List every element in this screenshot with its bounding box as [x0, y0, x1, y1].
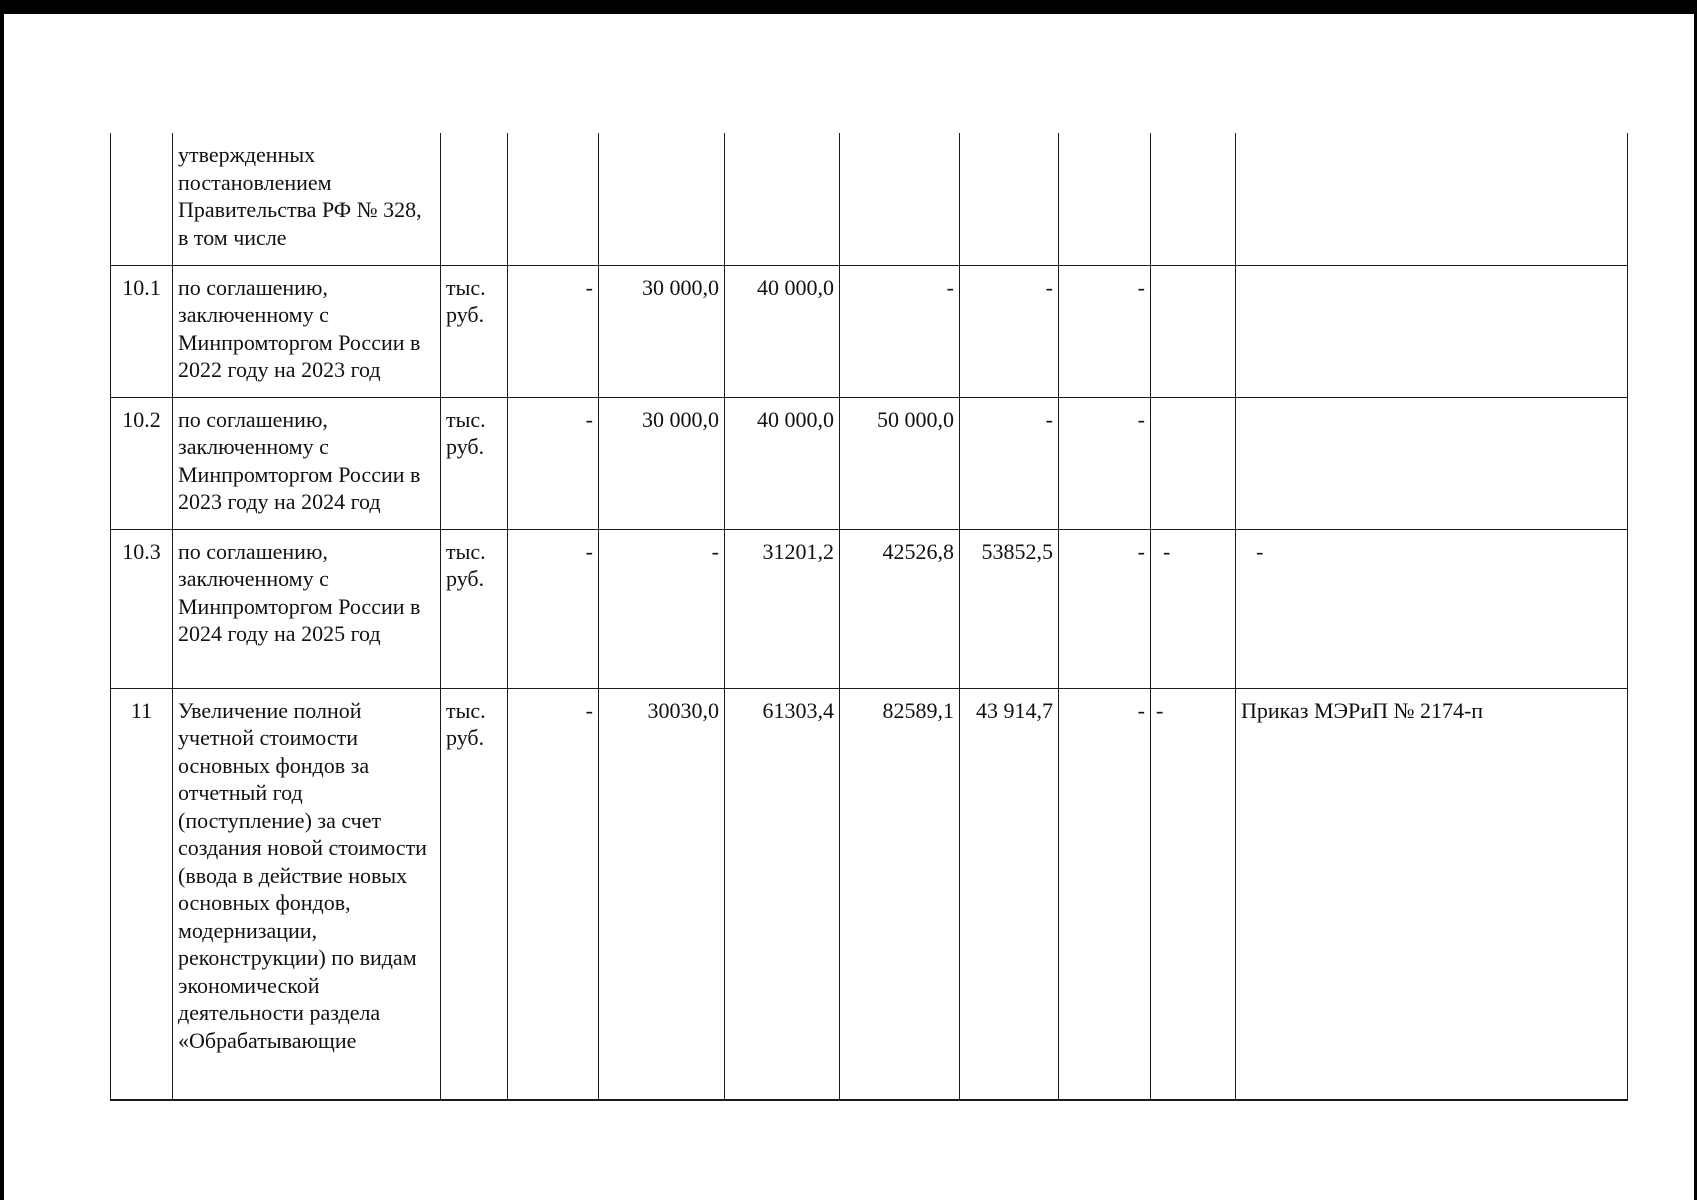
value-cell-2: 30 000,0 [599, 397, 725, 529]
row-number-cell [111, 133, 173, 265]
value-cell-5 [960, 133, 1059, 265]
value-cell-1: - [508, 529, 599, 688]
source-cell [1236, 397, 1628, 529]
value-cell-6: - [1059, 529, 1151, 688]
value-cell-3: 40 000,0 [725, 397, 840, 529]
value-cell-5: - [960, 397, 1059, 529]
indicators-table [110, 133, 1628, 1101]
table-row [111, 688, 1628, 1100]
value-cell-4: 82589,1 [840, 688, 960, 1100]
table-row [111, 265, 1628, 397]
value-cell-6: - [1059, 688, 1151, 1100]
row-number-cell: 11 [111, 688, 173, 1100]
value-cell-6: - [1059, 397, 1151, 529]
value-cell-4: 42526,8 [840, 529, 960, 688]
value-cell-1: - [508, 688, 599, 1100]
value-cell-1: - [508, 265, 599, 397]
source-cell [1236, 133, 1628, 265]
value-cell-5: 43 914,7 [960, 688, 1059, 1100]
value-cell-2: - [599, 529, 725, 688]
unit-cell [441, 133, 508, 265]
value-cell-7: - [1151, 688, 1236, 1100]
value-cell-7 [1151, 265, 1236, 397]
value-cell-1: - [508, 397, 599, 529]
value-cell-5: - [960, 265, 1059, 397]
source-cell: - [1236, 529, 1628, 688]
value-cell-3: 31201,2 [725, 529, 840, 688]
value-cell-4 [840, 133, 960, 265]
value-cell-7 [1151, 397, 1236, 529]
unit-cell: тыс. руб. [441, 397, 508, 529]
unit-cell: тыс. руб. [441, 688, 508, 1100]
value-cell-4: 50 000,0 [840, 397, 960, 529]
value-cell-7 [1151, 133, 1236, 265]
source-cell [1236, 265, 1628, 397]
indicator-name-cell: Увеличение полной учетной стоимости основных фондов за отчетный год (поступление) за счет создания новой стоимости (ввода в действие новых основных фондов, модернизации, реконструкции) по видам экономической деятельности раздела «Обрабатывающие [173, 688, 441, 1100]
row-number-cell: 10.2 [111, 397, 173, 529]
value-cell-6: - [1059, 265, 1151, 397]
value-cell-1 [508, 133, 599, 265]
indicator-name-cell: утвержденных постановлением Правительства РФ № 328, в том числе [173, 133, 441, 265]
value-cell-3 [725, 133, 840, 265]
scan-border-left [0, 0, 4, 1200]
value-cell-2 [599, 133, 725, 265]
value-cell-3: 61303,4 [725, 688, 840, 1100]
source-cell: Приказ МЭРиП № 2174-п [1236, 688, 1628, 1100]
indicator-name-cell: по соглашению, заключенному с Минпромторгом России в 2024 году на 2025 год [173, 529, 441, 688]
unit-cell: тыс. руб. [441, 529, 508, 688]
value-cell-2: 30030,0 [599, 688, 725, 1100]
table-row [111, 133, 1628, 265]
table-row [111, 397, 1628, 529]
row-number-cell: 10.3 [111, 529, 173, 688]
indicator-name-cell: по соглашению, заключенному с Минпромторгом России в 2023 году на 2024 год [173, 397, 441, 529]
value-cell-3: 40 000,0 [725, 265, 840, 397]
value-cell-6 [1059, 133, 1151, 265]
indicator-name-cell: по соглашению, заключенному с Минпромторгом России в 2022 году на 2023 год [173, 265, 441, 397]
value-cell-5: 53852,5 [960, 529, 1059, 688]
row-number-cell: 10.1 [111, 265, 173, 397]
value-cell-2: 30 000,0 [599, 265, 725, 397]
scan-border-top [0, 0, 1697, 14]
unit-cell: тыс. руб. [441, 265, 508, 397]
value-cell-4: - [840, 265, 960, 397]
table-row [111, 529, 1628, 688]
value-cell-7: - [1151, 529, 1236, 688]
